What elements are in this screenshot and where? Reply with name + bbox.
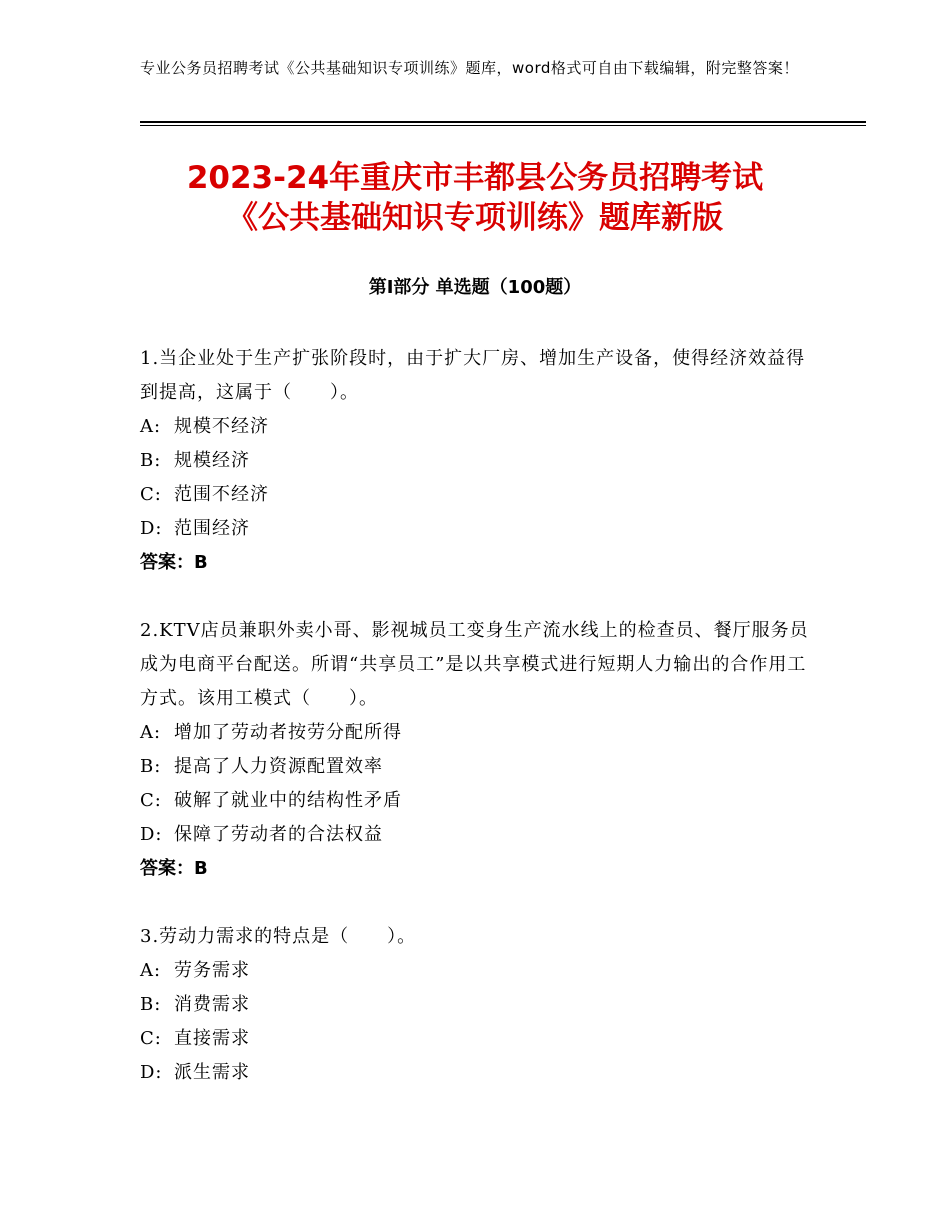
- section-title: 第Ⅰ部分 单选题（100题）: [368, 277, 582, 298]
- option-text: 破解了就业中的结构性矛盾: [174, 790, 402, 811]
- option-b: [140, 750, 820, 784]
- answer-value: B: [194, 552, 208, 573]
- option-d: [140, 512, 820, 546]
- option-c: [140, 784, 820, 818]
- header-note: 专业公务员招聘考试《公共基础知识专项训练》题库，word格式可自由下载编辑，附完整答案！: [140, 59, 799, 77]
- question-list: [140, 342, 820, 1124]
- option-c: [140, 478, 820, 512]
- question-3: [140, 920, 820, 1090]
- option-letter: C:: [140, 1028, 162, 1049]
- option-a: [140, 716, 820, 750]
- option-letter: D:: [140, 1062, 163, 1083]
- answer-label: 答案：: [140, 858, 194, 879]
- title-line-1: 2023-24年重庆市丰都县公务员招聘考试: [186, 160, 764, 196]
- option-d: [140, 1056, 820, 1090]
- option-text: 保障了劳动者的合法权益: [174, 824, 383, 845]
- answer-label: 答案：: [140, 552, 194, 573]
- option-letter: D:: [140, 824, 163, 845]
- option-letter: A:: [140, 960, 162, 981]
- question-stem: 1.当企业处于生产扩张阶段时，由于扩大厂房、增加生产设备，使得经济效益得到提高，这属于（ ）。: [140, 348, 806, 403]
- option-b: [140, 444, 820, 478]
- option-letter: B:: [140, 756, 162, 777]
- question-stem: 2.KTV店员兼职外卖小哥、影视城员工变身生产流水线上的检查员、餐厅服务员成为电商平台配送。所谓“共享员工”是以共享模式进行短期人力输出的合作用工方式。该用工模式（ ）。: [140, 620, 809, 709]
- option-b: [140, 988, 820, 1022]
- option-text: 消费需求: [174, 994, 250, 1015]
- option-text: 范围经济: [174, 518, 250, 539]
- answer-line: [140, 852, 820, 886]
- option-letter: B:: [140, 994, 162, 1015]
- question-stem: 3.劳动力需求的特点是（ ）。: [140, 926, 417, 947]
- option-text: 提高了人力资源配置效率: [174, 756, 383, 777]
- option-text: 直接需求: [174, 1028, 250, 1049]
- option-letter: A:: [140, 416, 162, 437]
- answer-line: [140, 546, 820, 580]
- document-title: [140, 158, 810, 238]
- answer-value: B: [194, 858, 208, 879]
- title-line-2: 《公共基础知识专项训练》题库新版: [227, 200, 723, 236]
- option-a: [140, 954, 820, 988]
- option-text: 规模经济: [174, 450, 250, 471]
- option-c: [140, 1022, 820, 1056]
- option-a: [140, 410, 820, 444]
- header-rule-thick: [140, 121, 866, 123]
- option-letter: B:: [140, 450, 162, 471]
- option-letter: A:: [140, 722, 162, 743]
- option-text: 增加了劳动者按劳分配所得: [174, 722, 402, 743]
- question-1: [140, 342, 820, 580]
- option-text: 劳务需求: [174, 960, 250, 981]
- option-letter: C:: [140, 484, 162, 505]
- option-letter: D:: [140, 518, 163, 539]
- option-letter: C:: [140, 790, 162, 811]
- option-d: [140, 818, 820, 852]
- option-text: 派生需求: [174, 1062, 250, 1083]
- option-text: 规模不经济: [174, 416, 269, 437]
- header-rule-thin: [140, 125, 866, 126]
- option-text: 范围不经济: [174, 484, 269, 505]
- question-2: [140, 614, 820, 886]
